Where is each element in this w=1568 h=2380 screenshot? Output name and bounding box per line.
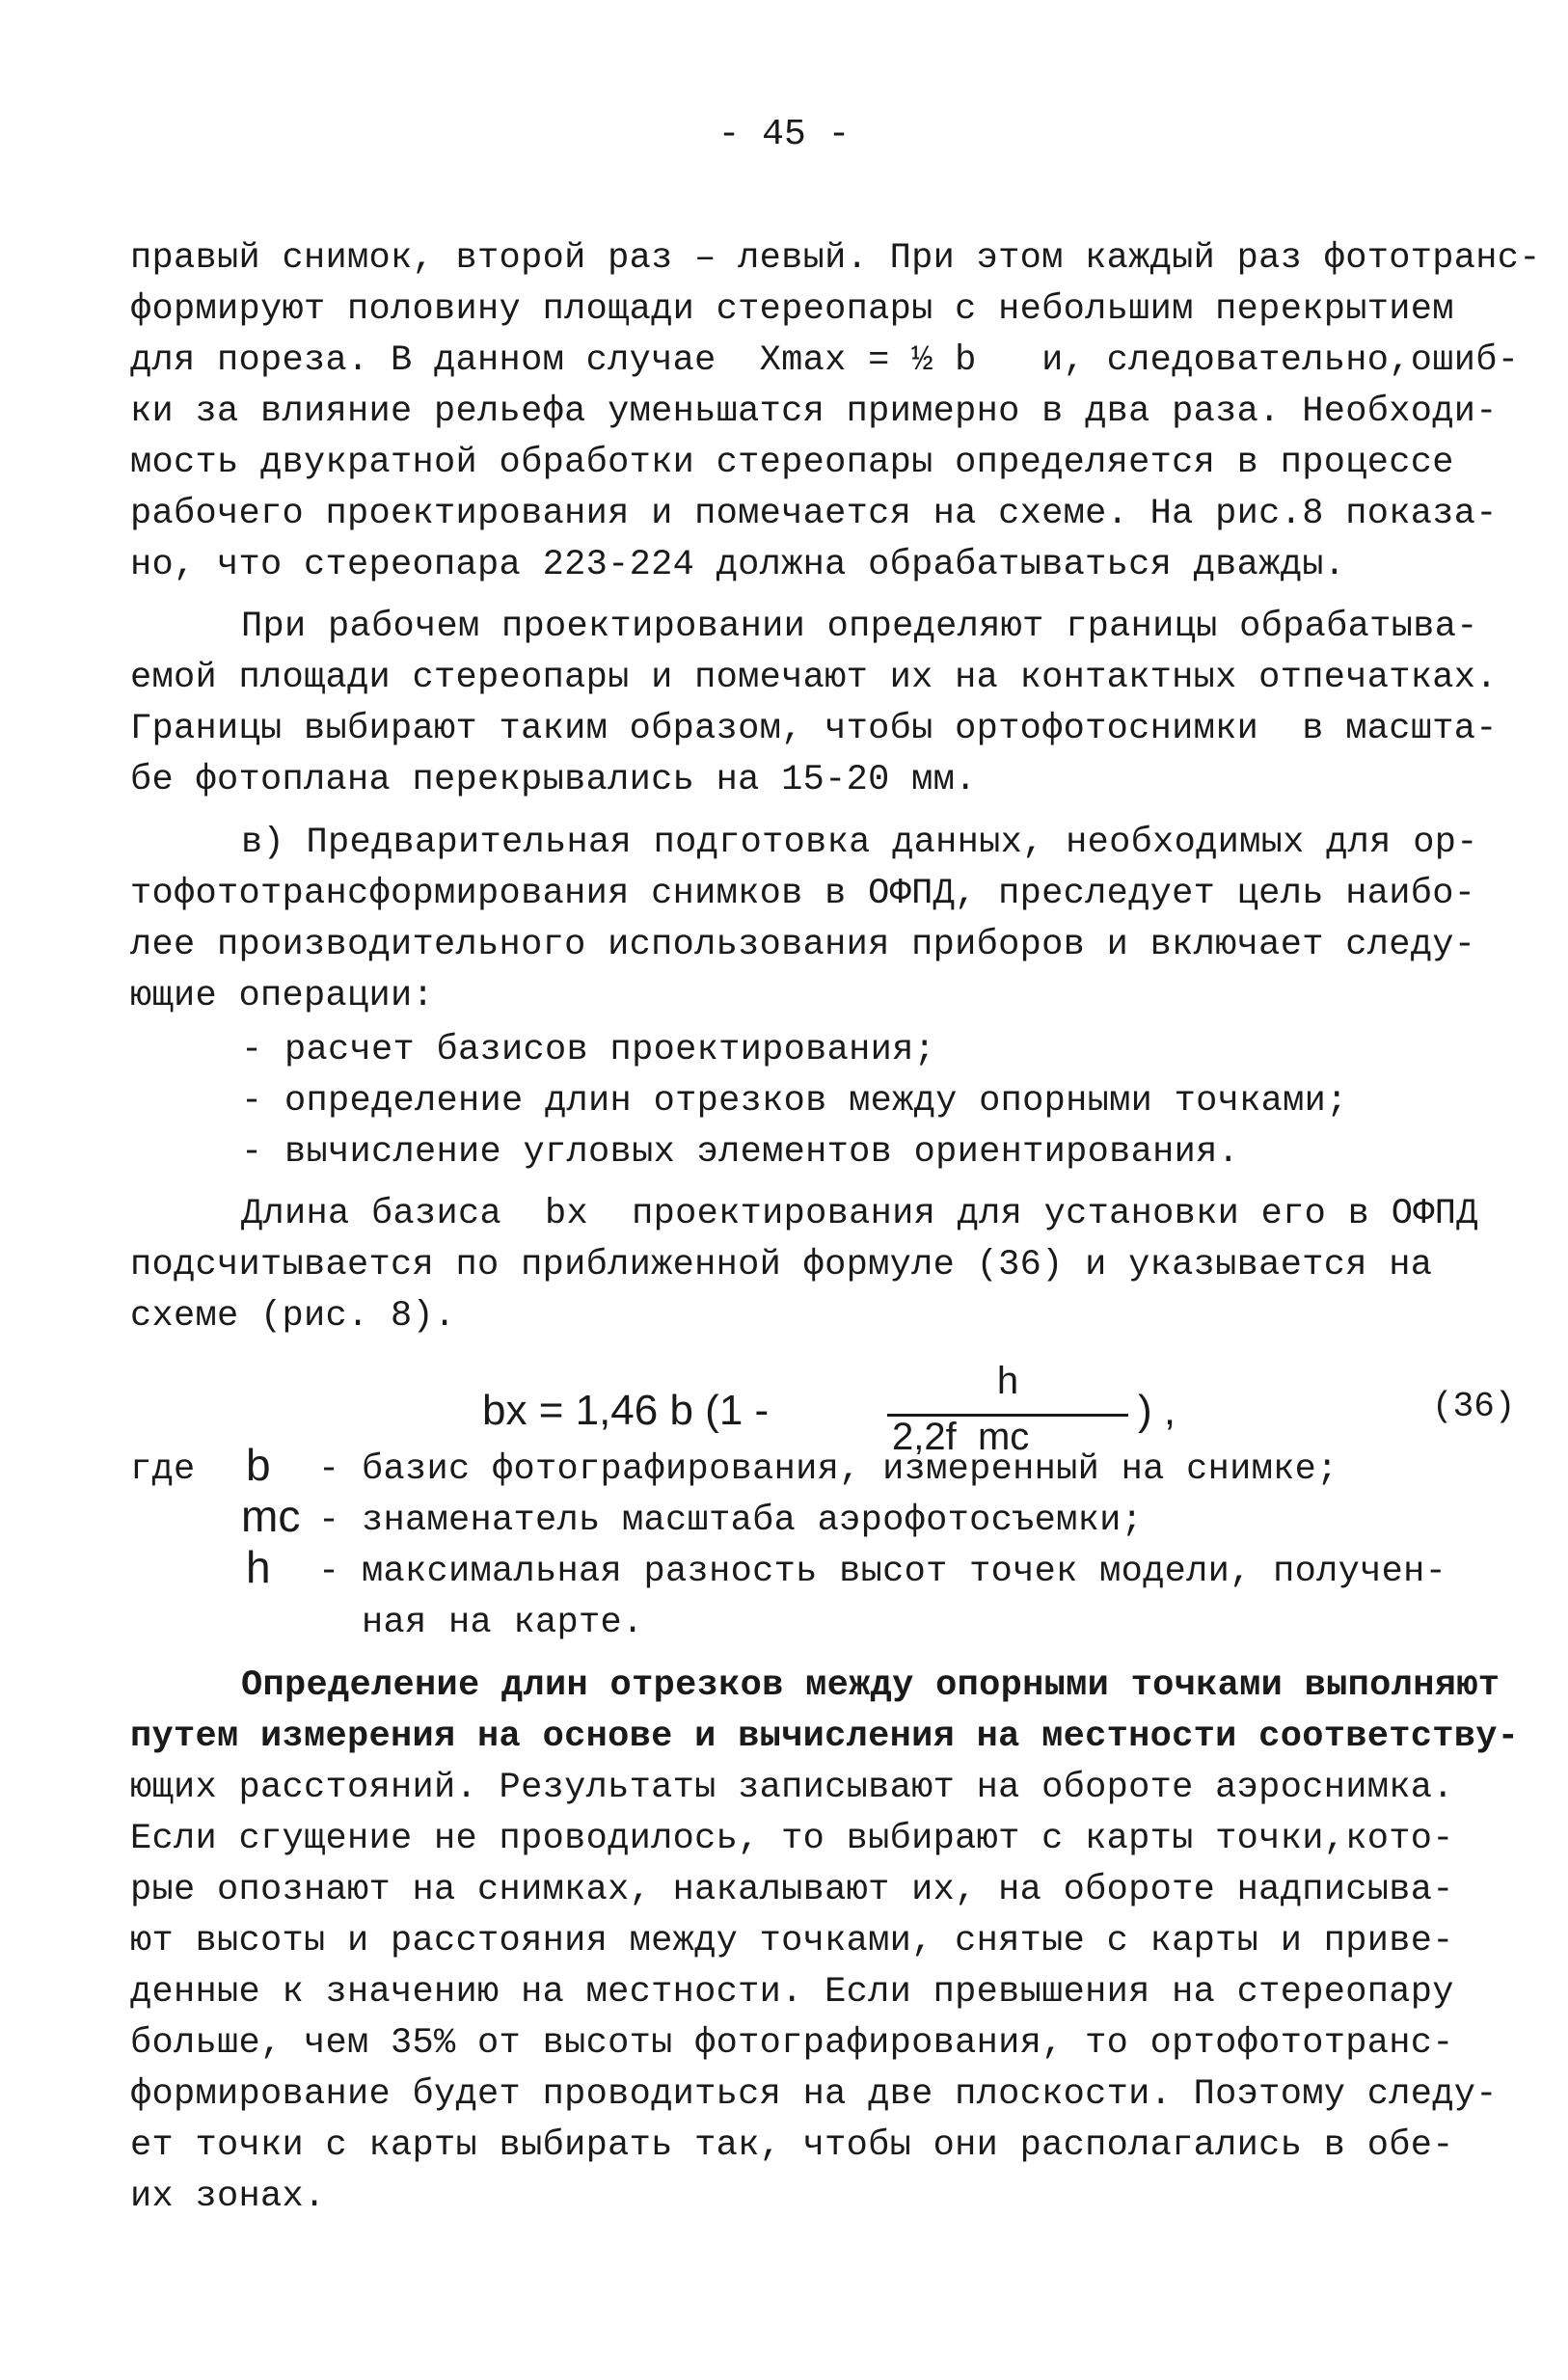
text-line: путем измерения на основе и вычисления на местности соответству- xyxy=(130,1717,1520,1757)
text-line: формируют половину площади стереопары с небольшим перекрытием xyxy=(130,289,1454,330)
text-line: их зонах. xyxy=(130,2177,326,2217)
symbol-h: h xyxy=(246,1542,271,1592)
page-number: - 45 - xyxy=(717,114,851,155)
text-line: ющих расстояний. Результаты записывают на обороте аэроснимка. xyxy=(130,1768,1454,1808)
text-line: денные к значению на местности. Если превышения на стереопару xyxy=(130,1972,1454,2013)
text-line: бе фотоплана перекрывались на 15-20 мм. xyxy=(130,760,977,800)
formula-right: ) , xyxy=(1138,1387,1176,1434)
text-line: Длина базиса bx проектирования для установки его в ОФПД xyxy=(241,1194,1478,1234)
definition-h-cont: ная на карте. xyxy=(362,1603,644,1643)
text-line: Границы выбирают таким образом, чтобы ортофотоснимки в масшта- xyxy=(130,709,1498,749)
text-line: мость двукратной обработки стереопары определяется в процессе xyxy=(130,443,1454,483)
symbol-mc: mc xyxy=(241,1491,301,1541)
list-item: - определение длин отрезков между опорными точками; xyxy=(241,1081,1348,1122)
text-line: рые опознают на снимках, накалывают их, на обороте надписыва- xyxy=(130,1870,1454,1910)
definition-b: - базис фотографирования, измеренный на снимке; xyxy=(318,1449,1338,1490)
list-item: - вычисление угловых элементов ориентирования. xyxy=(241,1132,1240,1173)
text-line: тофототрансформирования снимков в ОФПД, преследует цель наибо- xyxy=(130,874,1476,914)
text-line: для пореза. В данном случае Xmax = ½ b и, следовательно,ошиб- xyxy=(130,340,1520,381)
formula-numerator: h xyxy=(996,1360,1019,1402)
where-label: где xyxy=(130,1449,196,1490)
text-line: емой площади стереопары и помечают их на контактных отпечатках. xyxy=(130,658,1498,698)
text-line: При рабочем проектировании определяют границы обрабатыва- xyxy=(241,607,1478,647)
text-line: схеме (рис. 8). xyxy=(130,1296,456,1337)
text-line: Если сгущение не проводилось, то выбирают с карты точки,кото- xyxy=(130,1819,1454,1859)
text-line: но, что стереопара 223-224 должна обрабатываться дважды. xyxy=(130,545,1346,585)
text-line: правый снимок, второй раз – левый. При этом каждый раз фототранс- xyxy=(130,238,1541,279)
text-line: рабочего проектирования и помечается на схеме. На рис.8 показа- xyxy=(130,494,1498,534)
list-item: - расчет базисов проектирования; xyxy=(241,1030,936,1070)
text-line: подсчитывается по приближенной формуле (36) и указывается на xyxy=(130,1245,1433,1285)
formula-denominator: 2,2f mc xyxy=(892,1416,1030,1458)
text-line: ющие операции: xyxy=(130,976,435,1016)
text-line: ют высоты и расстояния между точками, снятые с карты и приве- xyxy=(130,1921,1454,1961)
equation-number: (36) xyxy=(1432,1387,1516,1426)
definition-mc: - знаменатель масштаба аэрофотосъемки; xyxy=(318,1501,1144,1541)
text-line: ет точки с карты выбирать так, чтобы они располагались в обе- xyxy=(130,2125,1454,2166)
text-line: лее производительного использования приборов и включает следу- xyxy=(130,925,1476,965)
formula-left: bx = 1,46 b (1 - xyxy=(482,1387,770,1434)
text-line: Определение длин отрезков между опорными точками выполняют xyxy=(241,1665,1500,1706)
text-line: формирование будет проводиться на две плоскости. Поэтому следу- xyxy=(130,2074,1498,2115)
text-line: ки за влияние рельефа уменьшатся примерно в два раза. Необходи- xyxy=(130,392,1498,432)
text-line: больше, чем 35% от высоты фотографирования, то ортофототранс- xyxy=(130,2023,1454,2064)
symbol-b: b xyxy=(246,1440,271,1490)
text-line: в) Предварительная подготовка данных, необходимых для ор- xyxy=(241,823,1478,863)
definition-h: - максимальная разность высот точек модели, получен- xyxy=(318,1552,1447,1592)
